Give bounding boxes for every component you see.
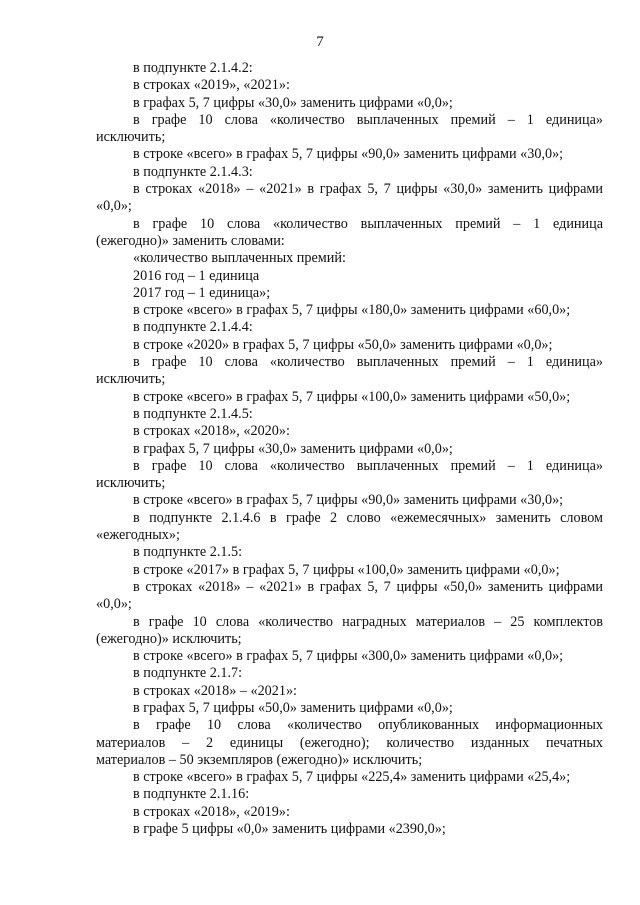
text-line: в графе 10 слова «количество выплаченных премий – 1 единица» bbox=[133, 457, 603, 474]
text-line: 2016 год – 1 единица bbox=[133, 267, 260, 284]
text-line: (ежегодно)» заменить словами: bbox=[96, 232, 285, 249]
text-line: в подпункте 2.1.5: bbox=[133, 544, 243, 561]
text-line: 2017 год – 1 единица»; bbox=[133, 284, 271, 301]
text-line: в графе 5 цифры «0,0» заменить цифрами «2390,0»; bbox=[133, 821, 446, 838]
text-line: в подпункте 2.1.4.3: bbox=[133, 163, 253, 180]
text-line: в подпункте 2.1.4.2: bbox=[133, 60, 253, 76]
text-line: «0,0»; bbox=[96, 198, 132, 215]
text-line: в графах 5, 7 цифры «30,0» заменить цифрами «0,0»; bbox=[133, 440, 453, 457]
text-line: в строке «всего» в графах 5, 7 цифры «180,0» заменить цифрами «60,0»; bbox=[133, 302, 571, 319]
text-line: в строке «всего» в графах 5, 7 цифры «90,0» заменить цифрами «30,0»; bbox=[133, 146, 564, 163]
text-line: (ежегодно)» исключить; bbox=[96, 630, 242, 647]
text-line: материалов – 2 единицы (ежегодно); количество изданных печатных bbox=[96, 734, 603, 751]
text-line: в строке «всего» в графах 5, 7 цифры «225,4» заменить цифрами «25,4»; bbox=[133, 769, 571, 786]
text-line: в строках «2018», «2020»: bbox=[133, 423, 290, 440]
text-line: в графах 5, 7 цифры «30,0» заменить цифрами «0,0»; bbox=[133, 94, 453, 111]
text-line: в строке «всего» в графах 5, 7 цифры «300,0» заменить цифрами «0,0»; bbox=[133, 648, 564, 665]
text-line: в графе 10 слова «количество выплаченных премий – 1 единица» bbox=[133, 354, 603, 371]
text-line: в строках «2018», «2019»: bbox=[133, 803, 290, 820]
text-line: в графах 5, 7 цифры «50,0» заменить цифрами «0,0»; bbox=[133, 699, 453, 716]
text-line: в графе 10 слова «количество опубликованных информационных bbox=[133, 717, 603, 734]
text-line: в подпункте 2.1.16: bbox=[133, 786, 250, 803]
text-line: в строках «2019», «2021»: bbox=[133, 77, 290, 94]
text-line: в строке «2020» в графах 5, 7 цифры «50,0» заменить цифрами «0,0»; bbox=[133, 336, 553, 353]
text-line: исключить; bbox=[96, 475, 166, 492]
text-line: в подпункте 2.1.4.5: bbox=[133, 405, 253, 422]
text-line: исключить; bbox=[96, 371, 166, 388]
text-line: «количество выплаченных премий: bbox=[133, 250, 346, 267]
text-line: в строках «2018» – «2021»: bbox=[133, 682, 297, 699]
text-line: в графе 10 слова «количество выплаченных премий – 1 единица» bbox=[133, 111, 603, 128]
text-line: «ежегодных»; bbox=[96, 527, 180, 544]
text-line: в строках «2018» – «2021» в графах 5, 7 цифры «50,0» заменить цифрами bbox=[133, 578, 603, 595]
text-line: в строках «2018» – «2021» в графах 5, 7 цифры «30,0» заменить цифрами bbox=[133, 181, 603, 198]
text-line: в строке «всего» в графах 5, 7 цифры «100,0» заменить цифрами «50,0»; bbox=[133, 388, 571, 405]
text-line: исключить; bbox=[96, 129, 166, 146]
text-line: материалов – 50 экземпляров (ежегодно)» исключить; bbox=[96, 751, 423, 768]
text-line: «0,0»; bbox=[96, 596, 132, 613]
text-line: в графе 10 слова «количество наградных материалов – 25 комплектов bbox=[133, 613, 603, 630]
text-line: в подпункте 2.1.4.4: bbox=[133, 319, 253, 336]
page-number: 7 bbox=[316, 34, 324, 50]
text-line: в строке «всего» в графах 5, 7 цифры «90,0» заменить цифрами «30,0»; bbox=[133, 492, 564, 509]
text-line: в подпункте 2.1.7: bbox=[133, 665, 243, 682]
document-body bbox=[96, 60, 603, 838]
text-line: в графе 10 слова «количество выплаченных премий – 1 единица bbox=[133, 215, 603, 232]
text-line: в подпункте 2.1.4.6 в графе 2 слово «ежемесячных» заменить словом bbox=[133, 509, 603, 526]
text-line: в строке «2017» в графах 5, 7 цифры «100,0» заменить цифрами «0,0»; bbox=[133, 561, 560, 578]
